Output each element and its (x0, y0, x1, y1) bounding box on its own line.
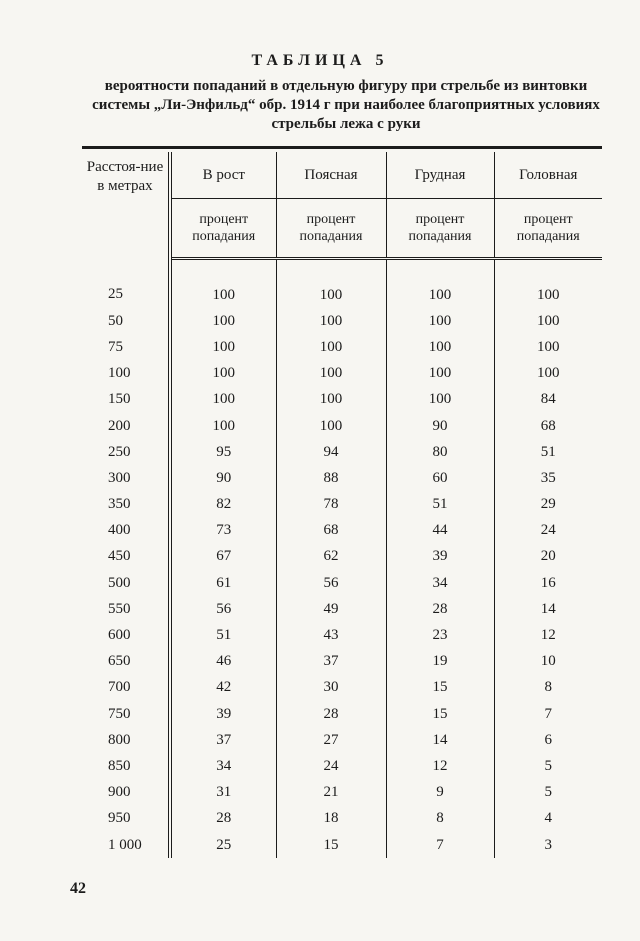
percent-cell: 29 (540, 496, 556, 513)
distance-cell: 850 (82, 753, 170, 779)
percent-cell: 90 (170, 465, 276, 491)
percent-cell: 34 (170, 753, 276, 779)
percent-cell: 5 (544, 784, 552, 801)
table-row (82, 259, 602, 309)
distance-cell: 800 (82, 727, 170, 753)
figure-header-head: Головная (494, 152, 602, 199)
percent-cell: 68 (540, 417, 556, 434)
percent-cell: 100 (276, 308, 386, 334)
distance-cell: 500 (82, 570, 170, 596)
percent-cell: 49 (276, 596, 386, 622)
percent-cell: 24 (276, 753, 386, 779)
percent-cell: 8 (386, 806, 494, 832)
percent-cell: 51 (170, 622, 276, 648)
percent-cell: 18 (276, 806, 386, 832)
percent-cell: 14 (386, 727, 494, 753)
percent-cell: 37 (170, 727, 276, 753)
figure-header-waist: Поясная (276, 152, 386, 199)
percent-cell: 100 (170, 308, 276, 334)
percent-cell: 39 (386, 544, 494, 570)
percent-cell: 19 (386, 649, 494, 675)
percent-cell: 100 (170, 413, 276, 439)
percent-cell: 100 (170, 361, 276, 387)
percent-cell: 34 (386, 570, 494, 596)
table-row (82, 544, 602, 570)
figure-header-standing: В рост (170, 152, 276, 199)
percent-cell: 5 (544, 757, 552, 774)
percent-cell: 51 (386, 492, 494, 518)
percent-cell: 100 (170, 259, 276, 309)
percent-cell: 28 (170, 806, 276, 832)
percent-cell: 15 (386, 675, 494, 701)
distance-cell: 50 (82, 308, 170, 334)
percent-cell: 15 (386, 701, 494, 727)
table-row (82, 649, 602, 675)
percent-cell: 37 (276, 649, 386, 675)
hit-probability-table (82, 152, 602, 858)
percent-cell: 100 (170, 334, 276, 360)
table-caption: вероятности попаданий в отдельную фигуру при стрельбе из винтовки системы „Ли-Энфильд“ обр. 1914 г при наиболее благоприятных условиях стрельбы лежа с руки (92, 78, 600, 132)
percent-cell: 100 (386, 387, 494, 413)
table-row (82, 334, 602, 360)
subheader-percent: процент попадания (276, 199, 386, 259)
table-row (82, 387, 602, 413)
percent-cell: 7 (544, 705, 552, 722)
percent-cell: 28 (276, 701, 386, 727)
percent-cell: 100 (386, 259, 494, 309)
distance-cell: 650 (82, 649, 170, 675)
percent-cell: 39 (170, 701, 276, 727)
table-row (82, 413, 602, 439)
percent-cell: 10 (540, 653, 556, 670)
percent-cell: 21 (276, 780, 386, 806)
percent-cell: 12 (540, 627, 556, 644)
percent-cell: 14 (540, 600, 556, 617)
table-row (82, 780, 602, 806)
percent-cell: 9 (386, 780, 494, 806)
percent-cell: 100 (386, 308, 494, 334)
percent-cell: 20 (540, 548, 556, 565)
table-title: ТАБЛИЦА 5 (251, 52, 389, 69)
percent-cell: 24 (540, 522, 556, 539)
table-row (82, 492, 602, 518)
percent-cell: 100 (386, 334, 494, 360)
percent-cell: 30 (276, 675, 386, 701)
percent-cell: 43 (276, 622, 386, 648)
table-row (82, 596, 602, 622)
table-row (82, 806, 602, 832)
percent-cell: 28 (386, 596, 494, 622)
percent-cell: 56 (170, 596, 276, 622)
percent-cell: 61 (170, 570, 276, 596)
distance-cell: 1 000 (82, 832, 170, 858)
percent-cell: 44 (386, 518, 494, 544)
subheader-percent: процент попадания (494, 199, 602, 259)
percent-cell: 82 (170, 492, 276, 518)
percent-cell: 6 (544, 731, 552, 748)
distance-cell: 75 (82, 334, 170, 360)
distance-cell: 450 (82, 544, 170, 570)
percent-cell: 7 (386, 832, 494, 858)
percent-cell: 16 (540, 574, 556, 591)
percent-cell: 94 (276, 439, 386, 465)
distance-cell: 350 (82, 492, 170, 518)
page-number: 42 (70, 880, 86, 897)
percent-cell: 15 (276, 832, 386, 858)
percent-cell: 100 (276, 387, 386, 413)
percent-cell: 27 (276, 727, 386, 753)
distance-cell: 25 (82, 259, 170, 309)
percent-cell: 62 (276, 544, 386, 570)
percent-cell: 100 (537, 338, 560, 355)
distance-cell: 700 (82, 675, 170, 701)
distance-cell: 400 (82, 518, 170, 544)
table-row (82, 622, 602, 648)
percent-cell: 56 (276, 570, 386, 596)
percent-cell: 51 (540, 443, 556, 460)
percent-cell: 3 (544, 836, 552, 853)
table-row (82, 701, 602, 727)
percent-cell: 67 (170, 544, 276, 570)
distance-cell: 100 (82, 361, 170, 387)
percent-cell: 100 (276, 259, 386, 309)
figure-header-chest: Грудная (386, 152, 494, 199)
distance-cell: 200 (82, 413, 170, 439)
percent-cell: 60 (386, 465, 494, 491)
percent-cell: 100 (276, 334, 386, 360)
percent-cell: 95 (170, 439, 276, 465)
percent-cell: 73 (170, 518, 276, 544)
distance-cell: 900 (82, 780, 170, 806)
table-row (82, 465, 602, 491)
percent-cell: 12 (386, 753, 494, 779)
percent-cell: 100 (170, 387, 276, 413)
percent-cell: 23 (386, 622, 494, 648)
subheader-percent: процент попадания (386, 199, 494, 259)
table-row (82, 832, 602, 858)
percent-cell: 80 (386, 439, 494, 465)
percent-cell: 88 (276, 465, 386, 491)
percent-cell: 68 (276, 518, 386, 544)
distance-cell: 950 (82, 806, 170, 832)
percent-cell: 8 (544, 679, 552, 696)
distance-cell: 550 (82, 596, 170, 622)
percent-cell: 46 (170, 649, 276, 675)
distance-cell: 250 (82, 439, 170, 465)
table-row (82, 361, 602, 387)
top-rule (82, 146, 602, 149)
percent-cell: 4 (544, 810, 552, 827)
percent-cell: 42 (170, 675, 276, 701)
table-row (82, 439, 602, 465)
table-row (82, 675, 602, 701)
distance-column-header: Расстоя-ние в метрах (82, 152, 170, 259)
distance-cell: 750 (82, 701, 170, 727)
percent-cell: 100 (276, 361, 386, 387)
percent-cell: 84 (540, 391, 556, 408)
percent-cell: 100 (537, 365, 560, 382)
subheader-percent: процент попадания (170, 199, 276, 259)
percent-cell: 100 (537, 312, 560, 329)
distance-cell: 150 (82, 387, 170, 413)
percent-cell: 100 (276, 413, 386, 439)
table-row (82, 518, 602, 544)
percent-cell: 90 (386, 413, 494, 439)
percent-cell: 31 (170, 780, 276, 806)
percent-cell: 100 (537, 286, 560, 303)
percent-cell: 25 (170, 832, 276, 858)
percent-cell: 100 (386, 361, 494, 387)
percent-cell: 35 (540, 469, 556, 486)
table-row (82, 727, 602, 753)
percent-cell: 78 (276, 492, 386, 518)
table-row (82, 308, 602, 334)
table-row (82, 570, 602, 596)
table-row (82, 753, 602, 779)
distance-cell: 600 (82, 622, 170, 648)
table-body (82, 259, 602, 859)
distance-cell: 300 (82, 465, 170, 491)
